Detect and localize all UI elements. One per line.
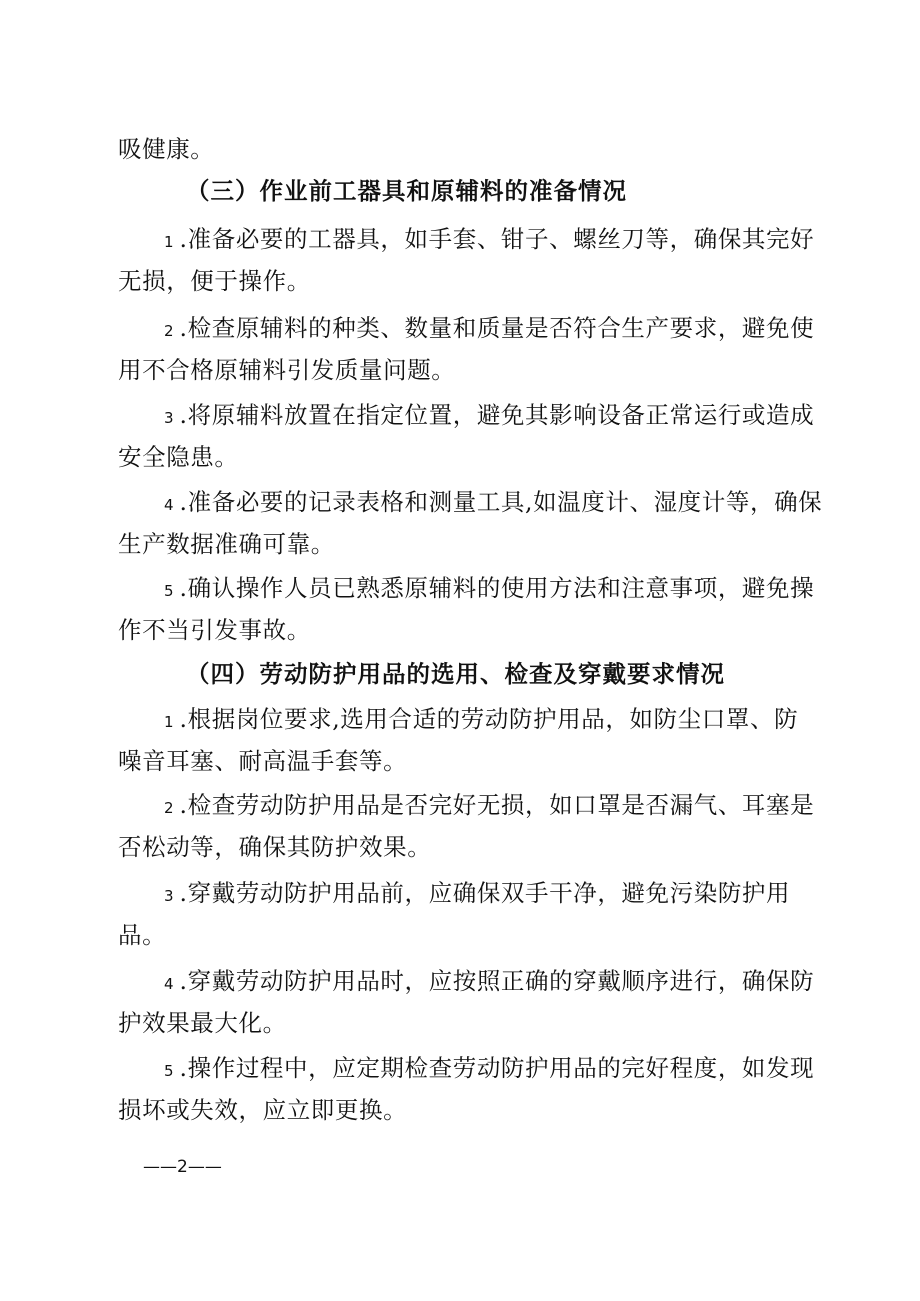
item-text: .准备必要的记录表格和测量工具,如温度计、湿度计等，确保 [179,488,823,516]
section-4-item-3-line-1 [164,878,790,911]
item-text: .准备必要的工器具，如手套、钳子、螺丝刀等，确保其完好 [179,225,815,253]
section-3-item-5-line-2: 作不当引发事故。 [118,616,311,644]
section-3-heading: （三）作业前工器具和原辅料的准备情况 [186,177,627,205]
section-3-item-2-line-1 [164,313,814,346]
item-number: 1 [164,713,174,731]
item-text: .检查劳动防护用品是否完好无损，如口罩是否漏气、耳塞是 [179,791,815,819]
item-text: .检查原辅料的种类、数量和质量是否符合生产要求，避免使 [179,314,815,342]
item-number: 5 [164,582,174,600]
section-3-item-4-line-1 [164,487,822,520]
item-text: .确认操作人员已熟悉原辅料的使用方法和注意事项，避免操 [179,574,815,602]
section-3-item-5-line-1 [164,573,814,606]
item-number: 1 [164,233,174,251]
item-number: 4 [164,975,174,993]
item-text: .穿戴劳动防护用品前，应确保双手干净，避免污染防护用 [179,879,791,907]
section-4-item-3-line-2: 品。 [118,921,167,949]
item-text: .根据岗位要求,选用合适的劳动防护用品，如防尘口罩、防 [179,705,799,733]
section-3-item-1-line-2: 无损，便于操作。 [118,267,311,295]
section-3-item-3-line-1 [164,400,814,433]
item-text: .将原辅料放置在指定位置，避免其影响设备正常运行或造成 [179,401,815,429]
item-number: 5 [164,1062,174,1080]
section-4-item-5-line-2: 损坏或失效，应立即更换。 [118,1096,408,1124]
item-text: .操作过程中，应定期检查劳动防护用品的完好程度，如发现 [179,1054,815,1082]
page-number: ——2—— [143,1157,222,1177]
item-number: 2 [164,322,174,340]
section-3-item-3-line-2: 安全隐患。 [118,443,239,471]
section-4-item-4-line-2: 护效果最大化。 [118,1009,287,1037]
section-4-heading: （四）劳动防护用品的选用、检查及穿戴要求情况 [186,660,725,688]
section-4-item-1-line-2: 噪音耳塞、耐高温手套等。 [118,747,408,775]
item-number: 3 [164,887,174,905]
section-3-item-2-line-2: 用不合格原辅料引发质量问题。 [118,356,456,384]
section-4-item-1-line-1 [164,704,798,737]
section-4-item-4-line-1 [164,966,814,999]
continuation-text: 吸健康。 [118,135,215,163]
section-4-item-2-line-2: 否松动等，确保其防护效果。 [118,833,432,861]
section-3-item-1-line-1 [164,224,814,257]
item-number: 2 [164,799,174,817]
section-4-item-2-line-1 [164,790,814,823]
item-text: .穿戴劳动防护用品时，应按照正确的穿戴顺序进行，确保防 [179,967,815,995]
section-3-item-4-line-2: 生产数据准确可靠。 [118,530,335,558]
section-4-item-5-line-1 [164,1053,814,1086]
item-number: 4 [164,496,174,514]
item-number: 3 [164,409,174,427]
